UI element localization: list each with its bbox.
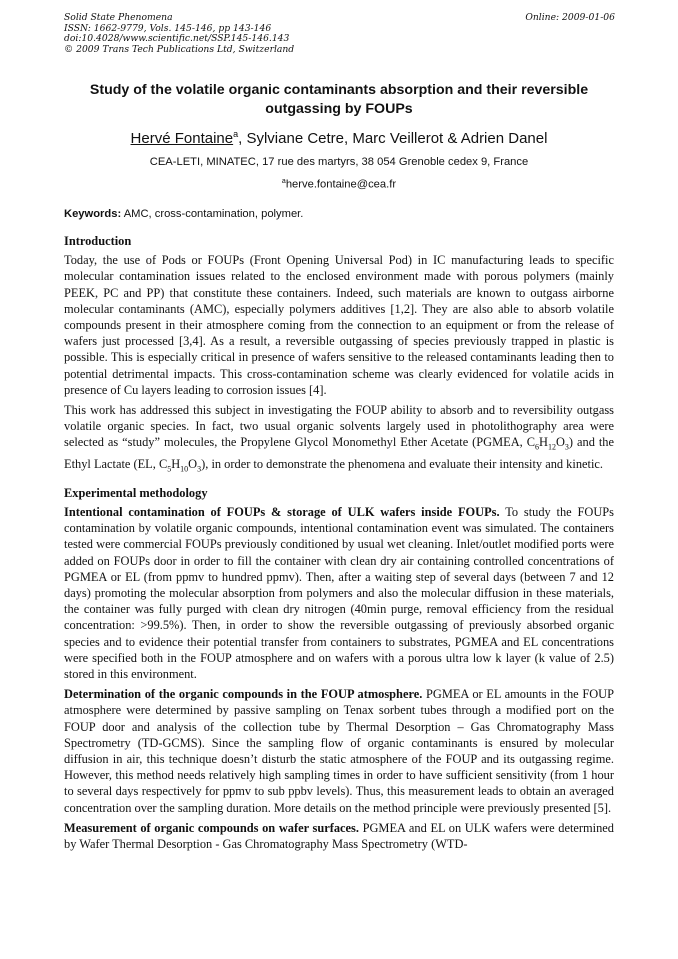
intro-paragraph-2 [64, 402, 614, 478]
intro-p2-text: H [539, 435, 548, 450]
other-authors: , Sylviane Cetre, Marc Veillerot & Adrien Danel [238, 130, 548, 147]
method-text: To study the FOUPs contamination by volatile organic compounds, intentional contamination event was simulated. The containers tested were commercial FOUPs previously conditioned by usual wet cleaning. Inlet/outlet modified ports were added on FOUPs door in order to fill the container with clean dry air containing controlled concentrations of PGMEA or EL (from ppmv to hundred ppmv). Then, after a waiting step of several days (between 7 and 12 days) promoting the molecular absorption from polymers and also the molecular diffusion in these materials, the container was fully purged with clean dry nitrogen (40min purge, removal efficiency from the residual concentration: >99.5%). Then, in order to show the reversible outgassing of previously absorbed organic species and to evidence their potential transfer from containers to substrates, PGMEA and EL concentrations were specified both in the FOUP atmosphere and on wafers with a porous ultra low k layer (k value of 2.5) stored in this environment. [64, 504, 614, 682]
subscript: 5 [167, 464, 172, 474]
journal-name: Solid State Phenomena [64, 12, 173, 23]
contact-email [64, 175, 614, 192]
keywords-text: AMC, cross-contamination, polymer. [121, 208, 304, 220]
subscript: 12 [547, 442, 556, 452]
email-mark: a [281, 178, 286, 185]
subscript: 10 [180, 464, 189, 474]
method-text: PGMEA or EL amounts in the FOUP atmosphere were determined by passive sampling on Tenax sorbent tubes through a modified port on the FOUP door and analysis of the collection tube by Thermal Desorption – Gas Chromatography Mass Spectrometry (TD-GCMS). Since the sampling flow of organic contaminants is ensured by molecular diffusion in air, this technique doesn’t disturb the static atmosphere of the FOUP and its outgassing regime. However, this method needs relatively high sampling times in order to have sufficient sensitivity (from 1 hour to several days respectively for ppmv to sub ppbv levels). Thus, this measurement leads to obtain an averaged concentration over the sampling duration. More details on the method principle were previously presented [5]. [64, 687, 614, 815]
subsection-title: Measurement of organic compounds on wafer surfaces. [64, 820, 359, 835]
subscript: 3 [197, 464, 202, 474]
subsection-title: Determination of the organic compounds in the FOUP atmosphere. [64, 687, 423, 702]
intro-p2-text: H [171, 457, 181, 472]
paper-title: Study of the volatile organic contaminants absorption and their reversible outgassing by FOUPs [89, 82, 589, 117]
method-paragraph-1 [64, 504, 614, 682]
intro-p2-text: O [188, 457, 198, 472]
intro-p2-text: ), in order to demonstrate the phenomena and evaluate their intensity and kinetic. [201, 457, 603, 472]
issn-line: ISSN: 1662-9779, Vols. 145-146, pp 143-146 [64, 22, 272, 34]
keywords-label: Keywords: [64, 208, 122, 220]
email-address[interactable]: herve.fontaine@cea.fr [285, 178, 397, 191]
introduction-heading: Introduction [64, 234, 132, 248]
method-paragraph-2 [64, 686, 614, 816]
doi-line[interactable]: doi:10.4028/www.scientific.net/SSP.145-146.143 [64, 33, 290, 45]
first-author[interactable]: Hervé Fontaine [130, 130, 234, 147]
author-affil-mark: a [233, 129, 239, 139]
methodology-heading: Experimental methodology [64, 485, 208, 500]
paper-body [64, 233, 614, 856]
online-date: Online: 2009-01-06 [525, 12, 615, 23]
intro-paragraph-1: Today, the use of Pods or FOUPs (Front Opening Universal Pod) in IC manufacturing leads to specific molecular contamination issues related to the enclosed environment made with porous polymers (mainly PEEK, PC and PP) that constitute these containers. Indeed, such materials are known to outgass airborne molecular contaminants (AMC), especially polymers additives [1,2]. They are also able to absorb volatile compounds present in their atmosphere coming from the connection to an equipment or from the release of wafers just processed [3,4]. As a result, a reversible outgassing of species previously trapped in plastic is possible. This is especially critical in presence of wafers sensitive to the released contaminants leading then to potential detrimental impacts. This cross-contamination scheme was clearly evidenced for volatile acids in presence of Cu layers leading to corrosion issues [4]. [64, 253, 614, 397]
method-text: PGMEA and EL on ULK wafers were determined by Wafer Thermal Desorption - Gas Chromatography Mass Spectrometry (WTD- [64, 820, 614, 852]
keywords [64, 207, 303, 221]
method-paragraph-3 [64, 820, 614, 852]
affiliation: CEA-LETI, MINATEC, 17 rue des martyrs, 38 054 Grenoble cedex 9, France [149, 156, 529, 168]
journal-header [64, 13, 294, 55]
copyright-line: © 2009 Trans Tech Publications Ltd, Switzerland [64, 43, 295, 55]
intro-p2-text: This work has addressed this subject in investigating the FOUP ability to absorb and to reversibility outgass volatile organic species. In fact, two usual organic solvents largely used in photolithography area were selected as “study” molecules, the Propylene Glycol Monomethyl Ether Acetate (PGMEA, C [64, 403, 614, 450]
subscript: 3 [564, 442, 569, 452]
intro-p2-text: ) and the Ethyl Lactate (EL, C [64, 435, 614, 472]
author-list [64, 124, 614, 149]
subscript: 6 [535, 442, 539, 452]
subsection-title: Intentional contamination of FOUPs & storage of ULK wafers inside FOUPs. [64, 504, 500, 519]
intro-p2-text: O [555, 435, 565, 450]
